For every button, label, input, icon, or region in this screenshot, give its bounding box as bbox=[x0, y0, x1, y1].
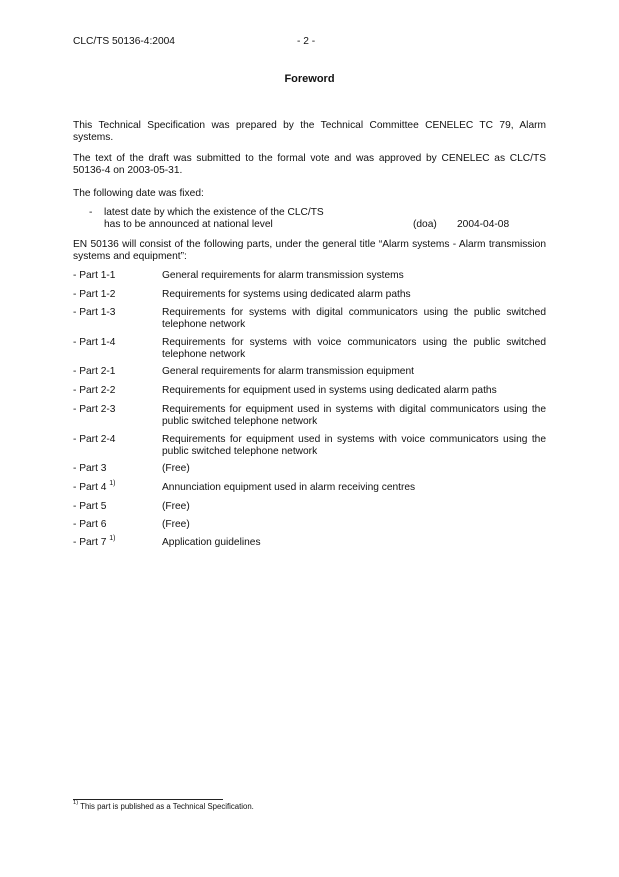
part-description: (Free) bbox=[162, 519, 190, 530]
part-label bbox=[73, 307, 115, 319]
part-label-text: - Part 5 bbox=[73, 501, 107, 512]
part-label-text: - Part 2-1 bbox=[73, 366, 116, 377]
part-label-text: - Part 7 bbox=[73, 537, 107, 548]
part-label-text: - Part 2-2 bbox=[73, 385, 116, 396]
part-description: Requirements for equipment used in systems with voice communicators using the public switched telephone network bbox=[162, 434, 546, 457]
part-label-text: - Part 4 bbox=[73, 482, 107, 493]
part-description: Requirements for systems with voice communicators using the public switched telephone network bbox=[162, 337, 546, 360]
part-label-text: - Part 3 bbox=[73, 463, 107, 474]
part-label-text: - Part 2-4 bbox=[73, 434, 116, 445]
part-description: Annunciation equipment used in alarm receiving centres bbox=[162, 482, 416, 493]
part-description: Requirements for systems with digital communicators using the public switched telephone network bbox=[162, 307, 546, 330]
part-label bbox=[73, 519, 106, 531]
paragraph-approval: The text of the draft was submitted to the formal vote and was approved by CENELEC as CLC/TS 50136-4 on 2003-05-31. bbox=[73, 153, 546, 176]
part-label bbox=[73, 479, 116, 494]
part-label bbox=[73, 534, 116, 549]
date-item-date: 2004-04-08 bbox=[457, 219, 510, 230]
date-item-line-1: latest date by which the existence of the CLC/TS bbox=[104, 207, 324, 218]
part-label bbox=[73, 366, 115, 378]
part-label bbox=[73, 434, 115, 446]
part-label-text: - Part 6 bbox=[73, 519, 107, 530]
part-label bbox=[73, 337, 115, 349]
footnote bbox=[73, 802, 254, 812]
part-footnote-marker: 1) bbox=[109, 534, 116, 542]
part-label bbox=[73, 270, 115, 282]
part-description: General requirements for alarm transmission equipment bbox=[162, 366, 414, 377]
part-description: Requirements for equipment used in systems with digital communicators using the public switched telephone network bbox=[162, 404, 546, 427]
date-item-bullet: - bbox=[89, 207, 93, 218]
part-label bbox=[73, 501, 106, 513]
part-label bbox=[73, 404, 115, 416]
footnote-marker: 1) bbox=[73, 800, 79, 807]
part-description: (Free) bbox=[162, 463, 190, 474]
part-description: (Free) bbox=[162, 501, 190, 512]
part-description: Requirements for systems using dedicated alarm paths bbox=[162, 289, 411, 300]
part-label bbox=[73, 385, 115, 397]
part-label-text: - Part 1-4 bbox=[73, 337, 116, 348]
footnote-rule bbox=[73, 799, 223, 800]
part-label-text: - Part 1-3 bbox=[73, 307, 116, 318]
part-label bbox=[73, 463, 106, 475]
part-description: General requirements for alarm transmission systems bbox=[162, 270, 404, 281]
page-title: Foreword bbox=[284, 73, 335, 85]
part-label bbox=[73, 289, 115, 301]
part-footnote-marker: 1) bbox=[109, 479, 116, 487]
part-label-text: - Part 1-2 bbox=[73, 289, 116, 300]
paragraph-parts-intro: EN 50136 will consist of the following parts, under the general title “Alarm systems - Alarm transmission systems and equipment”: bbox=[73, 239, 546, 262]
footnote-text: This part is published as a Technical Specification. bbox=[80, 802, 254, 811]
header-page-number: - 2 - bbox=[297, 36, 316, 47]
part-label-text: - Part 2-3 bbox=[73, 404, 116, 415]
part-label-text: - Part 1-1 bbox=[73, 270, 116, 281]
date-item-abbreviation: (doa) bbox=[413, 219, 437, 230]
paragraph-prepared-by: This Technical Specification was prepared by the Technical Committee CENELEC TC 79, Alarm systems. bbox=[73, 120, 546, 143]
header-document-reference: CLC/TS 50136-4:2004 bbox=[73, 36, 175, 47]
paragraph-date-fixed: The following date was fixed: bbox=[73, 188, 204, 199]
part-description: Requirements for equipment used in systems using dedicated alarm paths bbox=[162, 385, 497, 396]
date-item-line-2: has to be announced at national level bbox=[104, 219, 273, 230]
part-description: Application guidelines bbox=[162, 537, 261, 548]
